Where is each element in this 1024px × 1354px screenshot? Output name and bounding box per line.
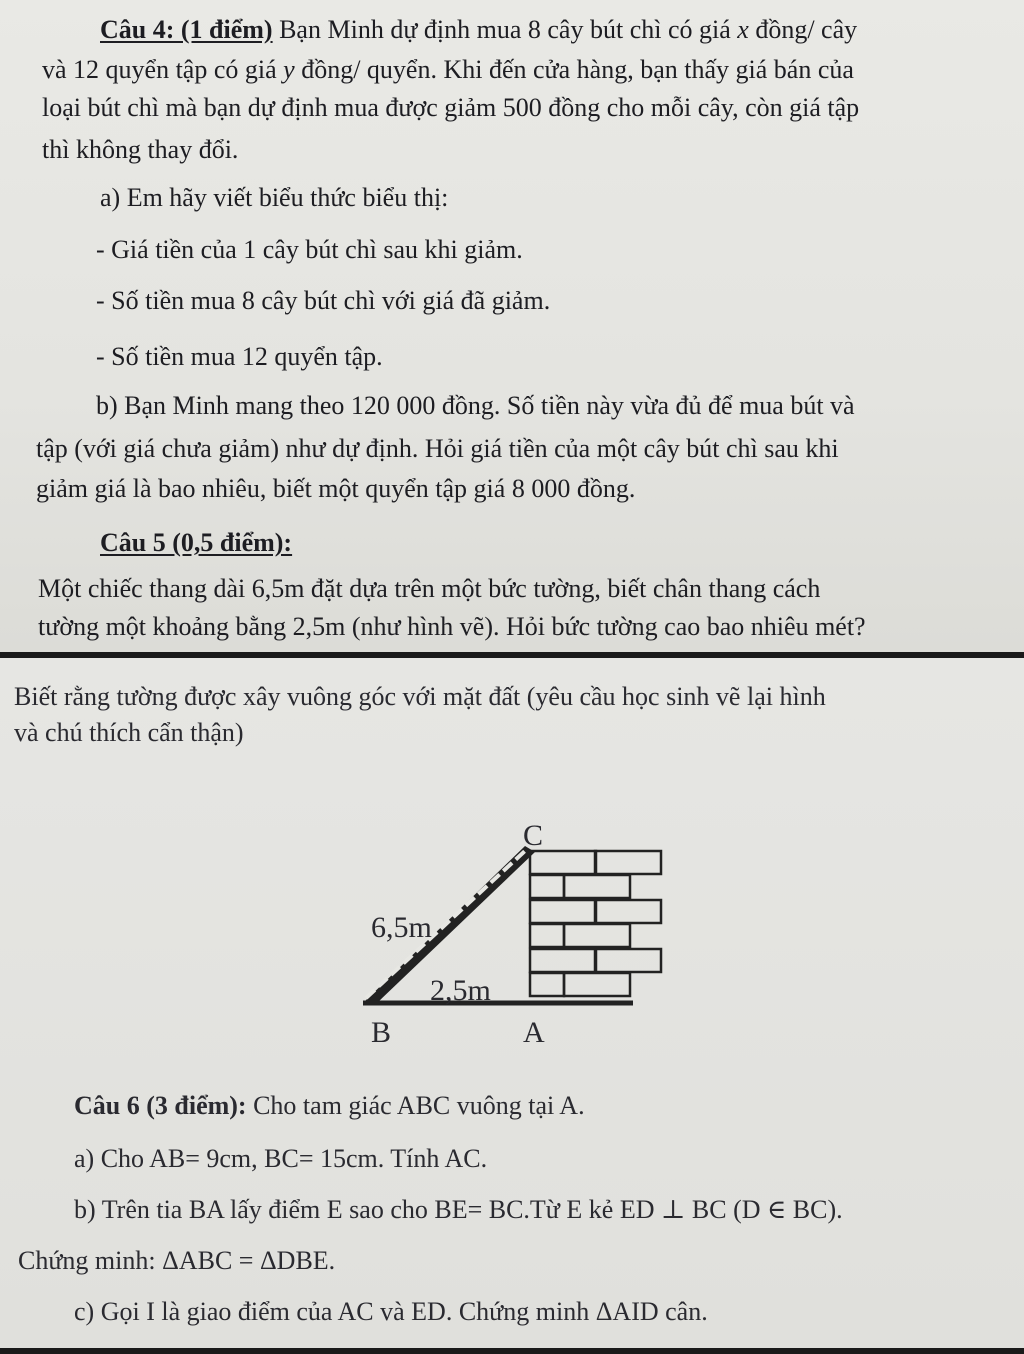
q4-line-2: và 12 quyển tập có giá y đồng/ quyển. Khi đến cửa hàng, bạn thấy giá bán của <box>42 55 854 84</box>
q6-part-a: a) Cho AB= 9cm, BC= 15cm. Tính AC. <box>74 1144 488 1173</box>
q4-part-b-3: giảm giá là bao nhiêu, biết một quyển tập giá 8 000 đồng. <box>36 474 636 503</box>
q5-line-1: Một chiếc thang dài 6,5m đặt dựa trên một bức tường, biết chân thang cách <box>38 574 821 603</box>
q4-part-b-1: b) Bạn Minh mang theo 120 000 đồng. Số tiền này vừa đủ để mua bút và <box>96 391 855 420</box>
q5-line-4: và chú thích cẩn thận) <box>14 718 244 747</box>
q4-bullet-3: - Số tiền mua 12 quyển tập. <box>96 342 383 371</box>
label-ladder-length: 6,5m <box>371 911 432 944</box>
ladder-wall-figure <box>355 819 675 1068</box>
label-a: A <box>523 1016 545 1049</box>
q4-line-1: Câu 4: (1 điểm) Bạn Minh dự định mua 8 cây bút chì có giá x đồng/ cây <box>100 15 858 44</box>
label-base-length: 2,5m <box>430 974 491 1007</box>
top-photo-panel <box>0 0 1024 652</box>
ladder-diagram <box>355 838 675 1068</box>
q4-bullet-2: - Số tiền mua 8 cây bút chì với giá đã giảm. <box>96 286 551 315</box>
q6-heading: Câu 6 (3 điểm): <box>74 1091 247 1120</box>
q4-part-b-2: tập (với giá chưa giảm) như dự định. Hỏi giá tiền của một cây bút chì sau khi <box>36 434 839 463</box>
q4-heading: Câu 4: (1 điểm) <box>100 15 273 44</box>
q6-part-c: c) Gọi I là giao điểm của AC và ED. Chứng minh ΔAID cân. <box>74 1297 708 1326</box>
brick-wall <box>530 851 661 996</box>
q5-line-3: Biết rằng tường được xây vuông góc với mặt đất (yêu cầu học sinh vẽ lại hình <box>14 682 826 711</box>
q4-part-a: a) Em hãy viết biểu thức biểu thị: <box>100 183 449 212</box>
q4-bullet-1: - Giá tiền của 1 cây bút chì sau khi giảm. <box>96 235 523 264</box>
label-b: B <box>371 1016 392 1049</box>
q6-part-b: b) Trên tia BA lấy điểm E sao cho BE= BC.Từ E kẻ ED ⊥ BC (D ∈ BC). <box>74 1195 843 1224</box>
q6-line-1: Câu 6 (3 điểm): Cho tam giác ABC vuông tại A. <box>74 1091 585 1120</box>
q4-line-4: thì không thay đổi. <box>42 135 239 164</box>
q5-heading: Câu 5 (0,5 điểm): <box>100 528 293 557</box>
bottom-photo-panel <box>0 658 1024 1348</box>
q6-prove: Chứng minh: ΔABC = ΔDBE. <box>18 1246 336 1275</box>
q5-line-2: tường một khoảng bằng 2,5m (như hình vẽ). Hỏi bức tường cao bao nhiêu mét? <box>38 612 866 641</box>
q4-line-3: loại bút chì mà bạn dự định mua được giảm 500 đồng cho mỗi cây, còn giá tập <box>42 93 860 122</box>
label-c: C <box>523 819 544 852</box>
